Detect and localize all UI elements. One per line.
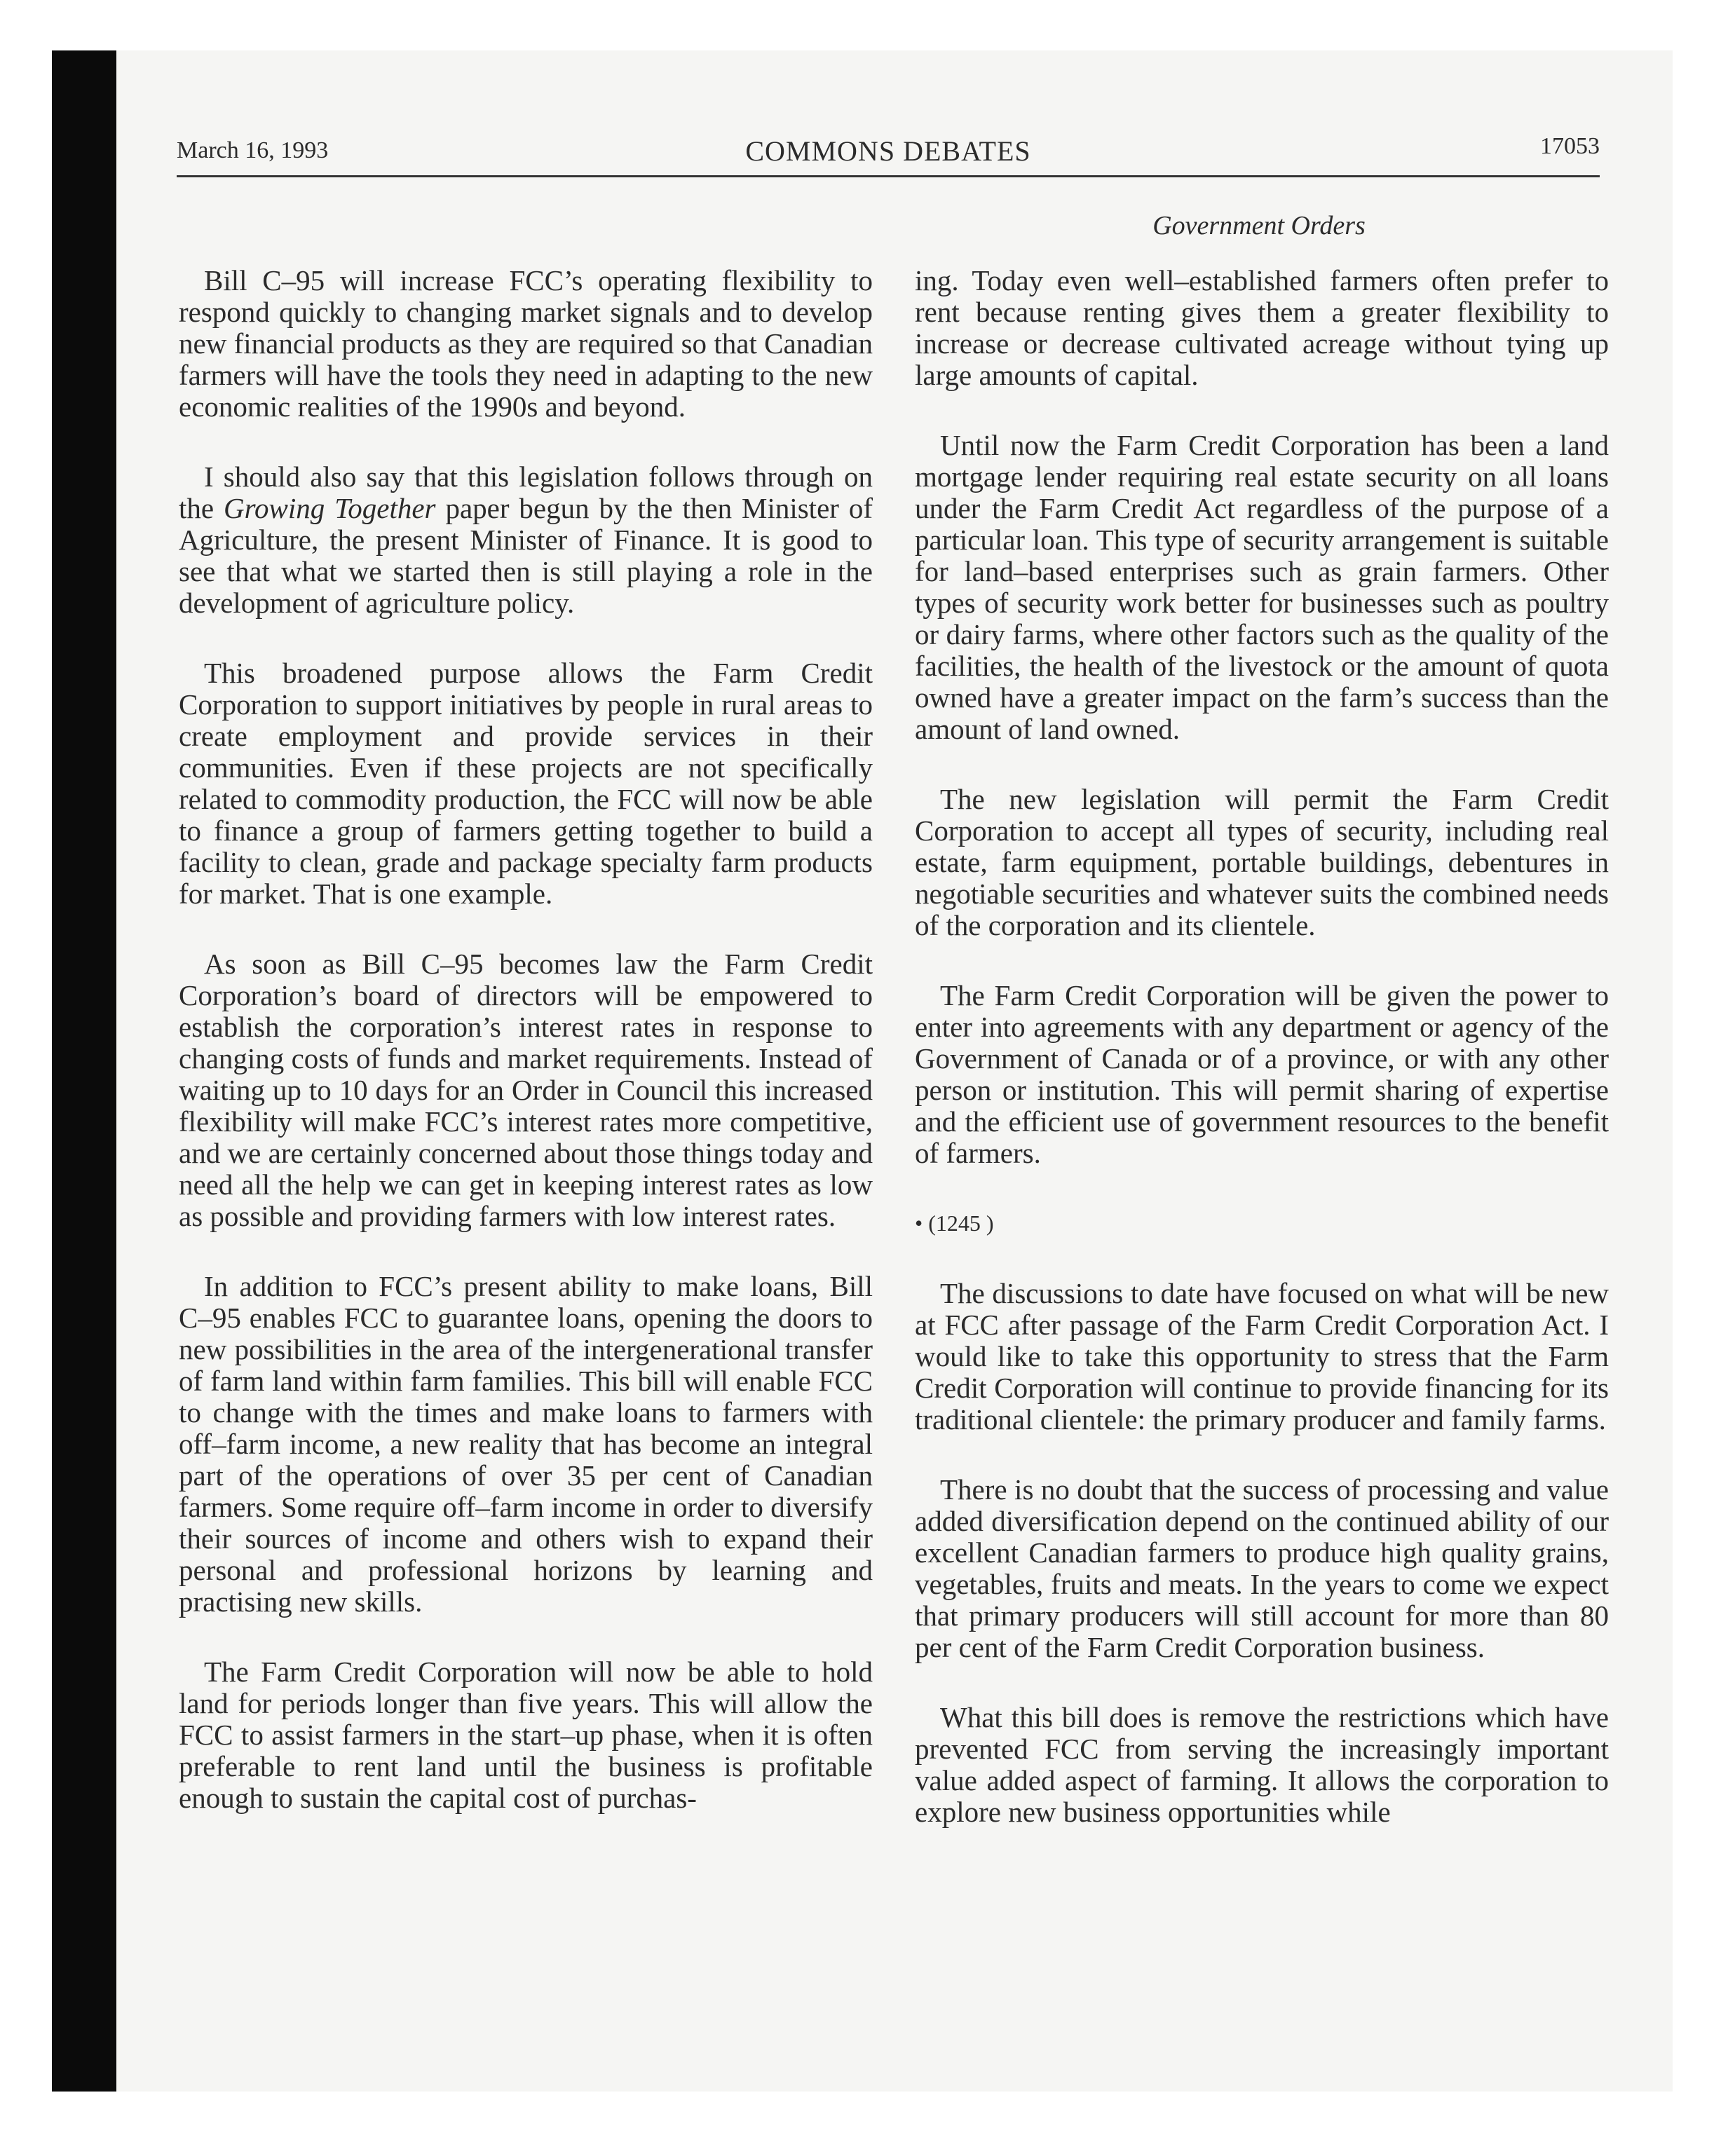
- page-header: [177, 133, 1600, 177]
- scan-edge-strip: [52, 50, 116, 2092]
- paragraph: In addition to FCC’s present ability to make loans, Bill C–95 enables FCC to guarantee loans, opening the doors to new possibilities in the area of the intergenerational transfer of farm land within farm families. This bill will enable FCC to change with the times and make loans to farmers with off–farm income, a new reality that has become an integral part of the operations of over 35 per cent of Canadian farmers. Some require off–farm income in order to diversify their sources of income and others wish to expand their personal and professional horizons by learning and practising new skills.: [179, 1270, 873, 1618]
- paragraph-continued: ing. Today even well–established farmers often prefer to rent because renting gives them a greater flexibility to increase or decrease cultivated acreage without tying up large amounts of capital.: [915, 264, 1609, 391]
- header-journal-title: COMMONS DEBATES: [745, 135, 1031, 167]
- paragraph: There is no doubt that the success of processing and value added diversification depend on the continued ability of our excellent Canadian farmers to produce high quality grains, vegetables, fruits and meats. In the years to come we expect that primary producers will still account for more than 80 per cent of the Farm Credit Corporation business.: [915, 1473, 1609, 1663]
- right-column: [915, 265, 1609, 1867]
- text-run: paper begun by the then Minister of Agriculture, the present Minister of Finance. It is good to see that what we started then is still playing a role in the development of agriculture policy.: [179, 492, 873, 619]
- header-date: March 16, 1993: [177, 137, 329, 163]
- paragraph: The discussions to date have focused on what will be new at FCC after passage of the Farm Credit Corporation Act. I would like to take this opportunity to stress that the Farm Credit Corporation will continue to provide financing for its traditional clientele: the primary producer and family farms.: [915, 1277, 1609, 1435]
- paragraph: What this bill does is remove the restrictions which have prevented FCC from serving the increasingly important value added aspect of farming. It allows the corporation to explore new business opportunities while: [915, 1701, 1609, 1828]
- left-column: [179, 265, 873, 1853]
- paper-title: Growing Together: [224, 492, 436, 524]
- paragraph: The Farm Credit Corporation will be given the power to enter into agreements with any department or agency of the Government of Canada or of a province, or with any other person or institution. This will permit sharing of expertise and the efficient use of government resources to the benefit of farmers.: [915, 979, 1609, 1169]
- paragraph: As soon as Bill C–95 becomes law the Farm Credit Corporation’s board of directors will be empowered to establish the corporation’s interest rates in response to changing costs of funds and market requirements. Instead of waiting up to 10 days for an Order in Council this increased flexibility will make FCC’s interest rates more competitive, and we are certainly concerned about those things today and need all the help we can get in keeping interest rates as low as possible and providing farmers with low interest rates.: [179, 948, 873, 1232]
- text-run: I should also say that this legislation follows through on the: [179, 460, 873, 524]
- time-marker: • (1245 ): [915, 1210, 994, 1236]
- paragraph: Bill C–95 will increase FCC’s operating flexibility to respond quickly to changing market signals and to develop new financial products as they are required so that Canadian farmers will have the tools they need in adapting to the new economic realities of the 1990s and beyond.: [179, 264, 873, 423]
- paragraph: [179, 461, 873, 619]
- paragraph: The new legislation will permit the Farm Credit Corporation to accept all types of security, including real estate, farm equipment, portable buildings, debentures in negotiable securities and whatever suits the combined needs of the corporation and its clientele.: [915, 783, 1609, 941]
- paragraph: This broadened purpose allows the Farm Credit Corporation to support initiatives by people in rural areas to create employment and provide services in their communities. Even if these projects are not specifically related to commodity production, the FCC will now be able to finance a group of farmers getting together to build a facility to clean, grade and package specialty farm products for market. That is one example.: [179, 657, 873, 910]
- paragraph: The Farm Credit Corporation will now be able to hold land for periods longer than five years. This will allow the FCC to assist farmers in the start–up phase, when it is often preferable to rent land until the business is profitable enough to sustain the capital cost of purchas-: [179, 1656, 873, 1814]
- paragraph: Until now the Farm Credit Corporation has been a land mortgage lender requiring real estate security on all loans under the Farm Credit Act regardless of the purpose of a particular loan. This type of security arrangement is suitable for land–based enterprises such as grain farmers. Other types of security work better for businesses such as poultry or dairy farms, where other factors such as the quality of the facilities, the health of the livestock or the amount of quota owned have a greater impact on the farm’s success than the amount of land owned.: [915, 429, 1609, 745]
- header-page-number: 17053: [1540, 133, 1600, 159]
- section-label: Government Orders: [1152, 211, 1366, 240]
